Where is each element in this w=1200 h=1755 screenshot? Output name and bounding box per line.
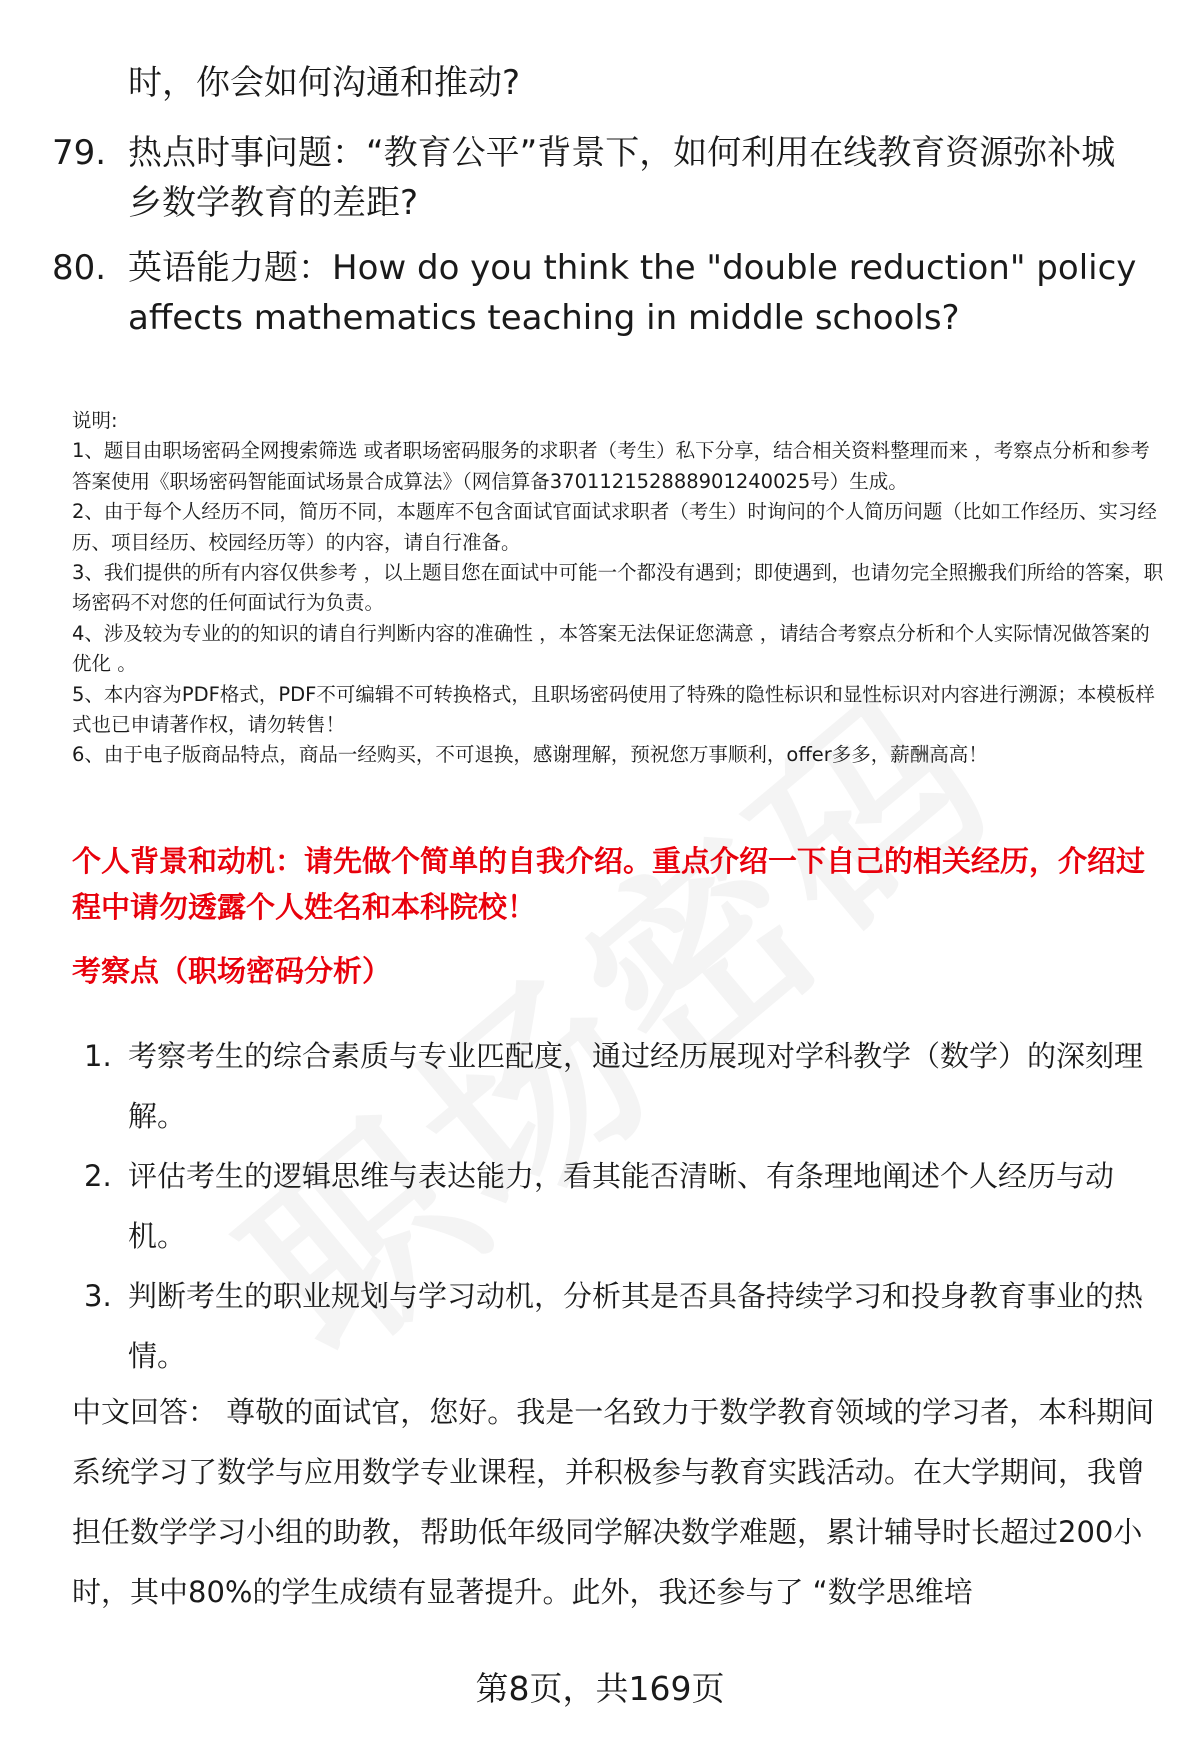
note-item: 2、由于每个人经历不同，简历不同，本题库不包含面试官面试求职者（考生）时询问的个人简历问题（比如工作经历、实习经历、项目经历、校园经历等）的内容，请自行准备。 [72, 500, 1157, 554]
note-item: 6、由于电子版商品特点，商品一经购买，不可退换，感谢理解，预祝您万事顺利，offer多多，薪酬高高！ [72, 743, 988, 767]
page-footer: 第8页，共169页 [475, 1669, 725, 1708]
note-item: 5、本内容为PDF格式，PDF不可编辑不可转换格式，且职场密码使用了特殊的隐性标识和显性标识对内容进行溯源；本模板样式也已申请著作权，请勿转售！ [72, 682, 1155, 737]
key-point-number: 1. [84, 1039, 112, 1073]
chinese-answer: 中文回答： 尊敬的面试官，您好。我是一名致力于数学教育领域的学习者，本科期间系统学习了数学与应用数学专业课程，并积极参与教育实践活动。在大学期间，我曾担任数学学习小组的助教，帮助低年级同学解决数学难题，累计辅导时长超过200小时，其中80%的学生成绩有显著提升。此外，我还参与了 “数学思维培 [72, 1395, 1155, 1609]
key-point-item [84, 1266, 1164, 1386]
question-78-continuation: 时，你会如何沟通和推动? [128, 63, 521, 103]
notes-block [72, 406, 1167, 771]
key-point-number: 3. [84, 1279, 112, 1313]
key-point-text: 判断考生的职业规划与学习动机，分析其是否具备持续学习和投身教育事业的热情。 [128, 1279, 1144, 1373]
question-number: 80. [52, 248, 107, 288]
question-text: 热点时事问题：“教育公平”背景下，如何利用在线教育资源弥补城乡数学教育的差距? [128, 133, 1116, 223]
notes-title: 说明: [72, 409, 118, 432]
section-heading: 个人背景和动机：请先做个简单的自我介绍。重点介绍一下自己的相关经历，介绍过程中请勿透露个人姓名和本科院校！ [72, 844, 1146, 924]
key-points-list [84, 1026, 1164, 1386]
note-item: 3、我们提供的所有内容仅供参考 ，以上题目您在面试中可能一个都没有遇到；即使遇到，也请勿完全照搬我们所给的答案，职场密码不对您的任何面试行为负责。 [72, 561, 1164, 615]
key-point-item [84, 1146, 1164, 1266]
key-points-heading: 考察点（职场密码分析） [72, 954, 392, 988]
question-text: 英语能力题：How do you think the "double reduction" policy affects mathematics teaching in middle schools? [128, 248, 1137, 338]
key-point-text: 评估考生的逻辑思维与表达能力，看其能否清晰、有条理地阐述个人经历与动机。 [128, 1159, 1115, 1253]
key-point-text: 考察考生的综合素质与专业匹配度，通过经历展现对学科教学（数学）的深刻理解。 [128, 1039, 1144, 1133]
note-item: 1、题目由职场密码全网搜索筛选 或者职场密码服务的求职者（考生）私下分享，结合相关资料整理而来 ，考察点分析和参考答案使用《职场密码智能面试场景合成算法》（网信算备370112152888901240025号）生成。 [72, 439, 1150, 493]
question-number: 79. [52, 133, 107, 173]
key-point-number: 2. [84, 1159, 112, 1193]
note-item: 4、涉及较为专业的的知识的请自行判断内容的准确性 ，本答案无法保证您满意 ，请结合考察点分析和个人实际情况做答案的优化 。 [72, 621, 1150, 676]
key-point-item [84, 1026, 1164, 1146]
